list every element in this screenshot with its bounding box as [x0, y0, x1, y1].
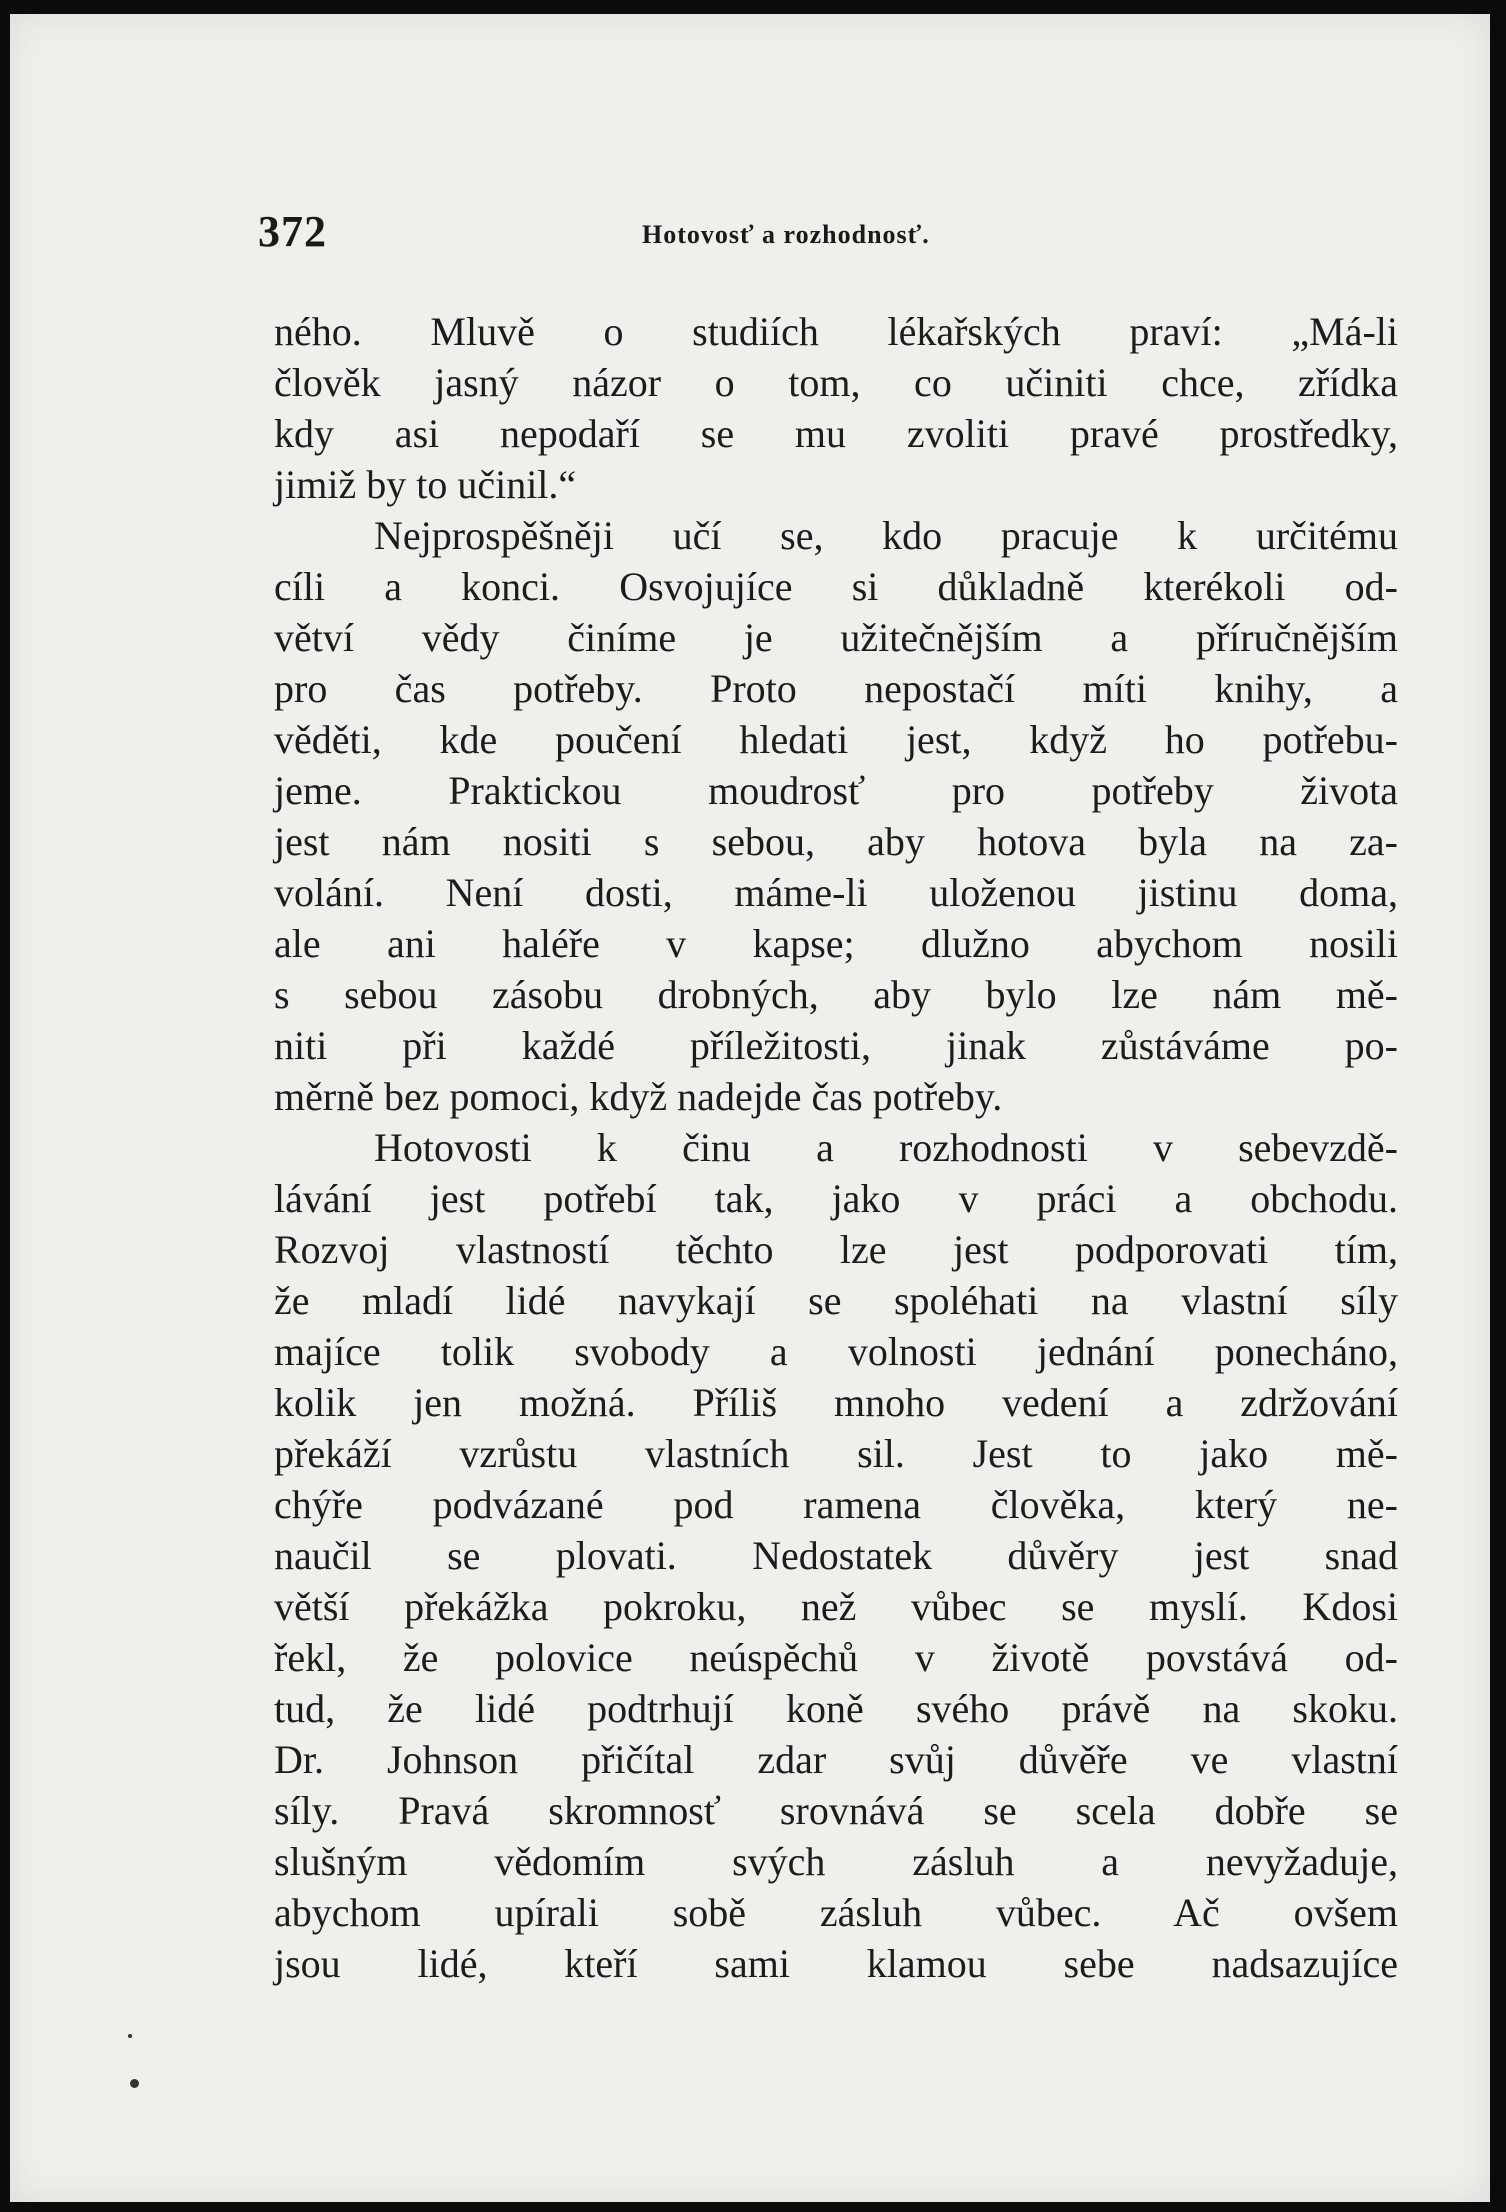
text-line: jsou lidé, kteří sami klamou sebe nadsazujíce: [274, 1941, 1398, 1986]
text-line: naučil se plovati. Nedostatek důvěry jest snad: [274, 1533, 1398, 1578]
text-line: překáží vzrůstu vlastních sil. Jest to jako mě-: [274, 1431, 1398, 1476]
text-line: jimiž by to učinil.“: [274, 462, 577, 507]
text-line: měrně bez pomoci, když nadejde čas potřeby.: [274, 1074, 1003, 1119]
text-line: cíli a konci. Osvojujíce si důkladně kterékoli od-: [274, 564, 1398, 609]
text-line: síly. Pravá skromnosť srovnává se scela dobře se: [274, 1788, 1398, 1833]
print-speck: [128, 2034, 132, 2038]
text-line: větší překážka pokroku, než vůbec se myslí. Kdosi: [274, 1584, 1398, 1629]
text-line: lávání jest potřebí tak, jako v práci a obchodu.: [274, 1176, 1398, 1221]
text-line: Dr. Johnson přičítal zdar svůj důvěře ve vlastní: [274, 1737, 1398, 1782]
text-line: Nejprospěšněji učí se, kdo pracuje k určitému: [374, 513, 1398, 558]
text-line: majíce tolik svobody a volnosti jednání ponecháno,: [274, 1329, 1398, 1374]
text-line: kolik jen možná. Příliš mnoho vedení a zdržování: [274, 1380, 1398, 1425]
text-line: větví vědy činíme je užitečnějším a příručnějším: [274, 615, 1398, 660]
text-line: slušným vědomím svých zásluh a nevyžaduje,: [274, 1839, 1398, 1884]
text-line: člověk jasný názor o tom, co učiniti chce, zřídka: [274, 360, 1398, 405]
text-line: ného. Mluvě o studiích lékařských praví: „Má-li: [274, 309, 1398, 354]
text-line: Rozvoj vlastností těchto lze jest podporovati tím,: [274, 1227, 1398, 1272]
page-header: [10, 206, 1490, 266]
text-line: s sebou zásobu drobných, aby bylo lze nám mě-: [274, 972, 1398, 1017]
running-title: Hotovosť a rozhodnosť.: [642, 220, 930, 249]
book-page: [10, 14, 1490, 2202]
text-line: řekl, že polovice neúspěchů v životě povstává od-: [274, 1635, 1398, 1680]
text-line: chýře podvázané pod ramena člověka, který ne-: [274, 1482, 1398, 1527]
text-line: volání. Není dosti, máme-li uloženou jistinu doma,: [274, 870, 1398, 915]
text-line: jeme. Praktickou moudrosť pro potřeby života: [274, 768, 1398, 813]
body-text: [274, 306, 1398, 1989]
text-line: pro čas potřeby. Proto nepostačí míti knihy, a: [274, 666, 1398, 711]
text-line: niti při každé příležitosti, jinak zůstáváme po-: [274, 1023, 1398, 1068]
page-number: 372: [258, 207, 327, 256]
text-line: ale ani haléře v kapse; dlužno abychom nosili: [274, 921, 1398, 966]
text-line: jest nám nositi s sebou, aby hotova byla na za-: [274, 819, 1398, 864]
text-line: Hotovosti k činu a rozhodnosti v sebevzdě-: [374, 1125, 1398, 1170]
text-line: že mladí lidé navykají se spoléhati na vlastní síly: [274, 1278, 1398, 1323]
text-line: věděti, kde poučení hledati jest, když ho potřebu-: [274, 717, 1398, 762]
text-line: tud, že lidé podtrhují koně svého právě na skoku.: [274, 1686, 1398, 1731]
text-line: abychom upírali sobě zásluh vůbec. Ač ovšem: [274, 1890, 1398, 1935]
print-speck: [130, 2079, 139, 2088]
text-line: kdy asi nepodaří se mu zvoliti pravé prostředky,: [274, 411, 1398, 456]
